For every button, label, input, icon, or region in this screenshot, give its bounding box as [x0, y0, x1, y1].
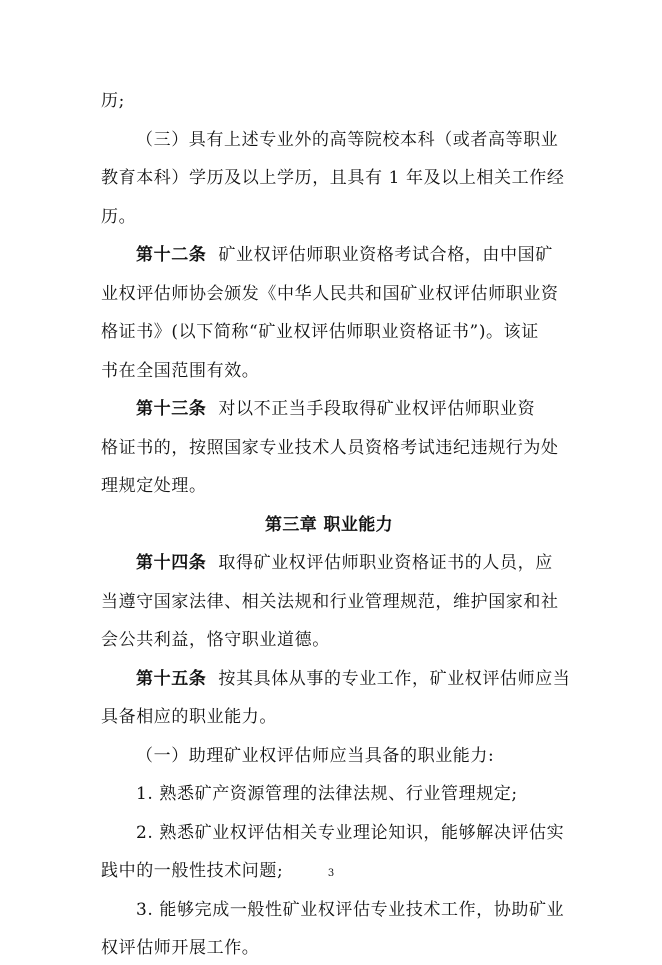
- article-number: 第十三条: [136, 399, 207, 419]
- text-line: 教育本科）学历及以上学历，且具有 1 年及以上相关工作经: [101, 168, 565, 188]
- page-number: 3: [327, 868, 335, 879]
- text-line: 具备相应的职业能力。: [101, 707, 277, 727]
- text-line: 书在全国范围有效。: [101, 360, 260, 381]
- text-line: 按其具体从事的专业工作，矿业权评估师应当: [218, 668, 571, 689]
- text-line: 会公共利益，恪守职业道德。: [101, 630, 330, 650]
- text-line: 3. 能够完成一般性矿业权评估专业技术工作，协助矿业: [136, 899, 565, 920]
- document-body: [101, 86, 571, 965]
- article-number: 第十二条: [136, 245, 207, 265]
- text-line: 格证书》(以下简称“矿业权评估师职业资格证书”)。该证: [101, 322, 539, 342]
- text-line: （三）具有上述专业外的高等院校本科（或者高等职业: [136, 129, 559, 150]
- article-13-line: [101, 394, 557, 426]
- text-line: 1. 熟悉矿产资源管理的法律法规、行业管理规定;: [136, 784, 518, 804]
- text-line: 践中的一般性技术问题;: [101, 861, 284, 881]
- article-14-line: [101, 548, 557, 580]
- text-line: 当遵守国家法律、相关法规和行业管理规范，维护国家和社: [101, 591, 559, 612]
- chapter-heading: 第三章 职业能力: [264, 514, 394, 535]
- article-number: 第十五条: [136, 668, 207, 689]
- text-line: 取得矿业权评估师职业资格证书的人员，应: [218, 553, 553, 573]
- text-line: 格证书的，按照国家专业技术人员资格考试违纪违规行为处: [101, 437, 559, 458]
- text-line: 权评估师开展工作。: [101, 938, 260, 958]
- text-line: 2. 熟悉矿业权评估相关专业理论知识，能够解决评估实: [136, 822, 565, 843]
- article-12-line: [101, 240, 557, 272]
- text-line: 历;: [101, 91, 125, 111]
- text-line: 矿业权评估师职业资格考试合格，由中国矿: [218, 245, 553, 265]
- text-line: 业权评估师协会颁发《中华人民共和国矿业权评估师职业资: [101, 283, 559, 304]
- text-line: 理规定处理。: [101, 476, 207, 496]
- article-number: 第十四条: [136, 553, 207, 573]
- text-line: 历。: [101, 206, 137, 227]
- article-15-line: [101, 664, 571, 696]
- text-line: （一）助理矿业权评估师应当具备的职业能力:: [136, 745, 495, 766]
- text-line: 对以不正当手段取得矿业权评估师职业资: [218, 399, 536, 419]
